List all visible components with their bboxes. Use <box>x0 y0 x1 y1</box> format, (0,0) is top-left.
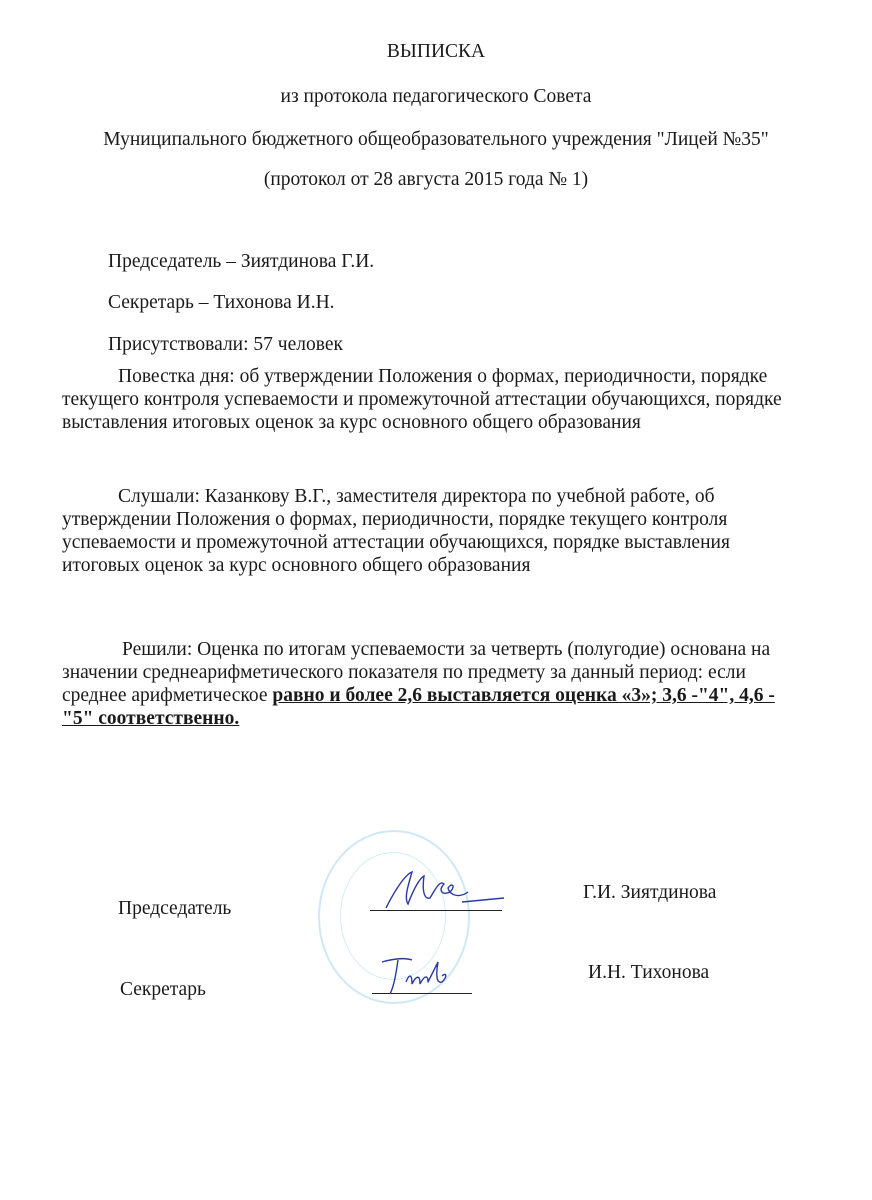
agenda-line: выставления итоговых оценок за курс основного общего образования <box>62 412 641 433</box>
heard-line: успеваемости и промежуточной аттестации обучающихся, порядке выставления <box>62 532 730 553</box>
decided-line: Решили: Оценка по итогам успеваемости за четверть (полугодие) основана на <box>122 639 771 660</box>
secretary-name: И.Н. Тихонова <box>588 962 710 983</box>
secretary-role: Секретарь <box>120 979 206 1000</box>
agenda-line: текущего контроля успеваемости и промежуточной аттестации обучающихся, порядке <box>62 389 782 410</box>
decided-emphasis: "5" соответственно. <box>62 708 240 729</box>
document-subtitle: из протокола педагогического Совета <box>280 86 592 107</box>
secretary-signature <box>376 952 476 998</box>
decided-text: среднее арифметическое <box>62 685 273 706</box>
present-line: Присутствовали: 57 человек <box>108 334 343 355</box>
protocol-info: (протокол от 28 августа 2015 года № 1) <box>263 169 589 190</box>
chairman-line: Председатель – Зиятдинова Г.И. <box>108 251 375 272</box>
heard-line: итоговых оценок за курс основного общего образования <box>62 555 531 576</box>
secretary-line: Секретарь – Тихонова И.Н. <box>108 292 335 313</box>
decided-line: значении среднеарифметического показателя по предмету за данный период: если <box>62 662 746 683</box>
decided-line <box>62 685 775 707</box>
heard-line: утверждении Положения о формах, периодичности, порядке текущего контроля <box>62 509 728 530</box>
chairman-role: Председатель <box>118 898 232 919</box>
chairman-name: Г.И. Зиятдинова <box>583 882 717 903</box>
institution-name: Муниципального бюджетного общеобразовательного учреждения "Лицей №35" <box>103 129 769 150</box>
decided-emphasis: равно и более 2,6 выставляется оценка «3»; 3,6 -"4", 4,6 - <box>272 685 775 706</box>
document-title: ВЫПИСКА <box>386 41 486 62</box>
agenda-line: Повестка дня: об утверждении Положения о формах, периодичности, порядке <box>118 366 768 387</box>
heard-line: Слушали: Казанкову В.Г., заместителя директора по учебной работе, об <box>118 486 715 507</box>
chairman-signature <box>378 868 508 914</box>
